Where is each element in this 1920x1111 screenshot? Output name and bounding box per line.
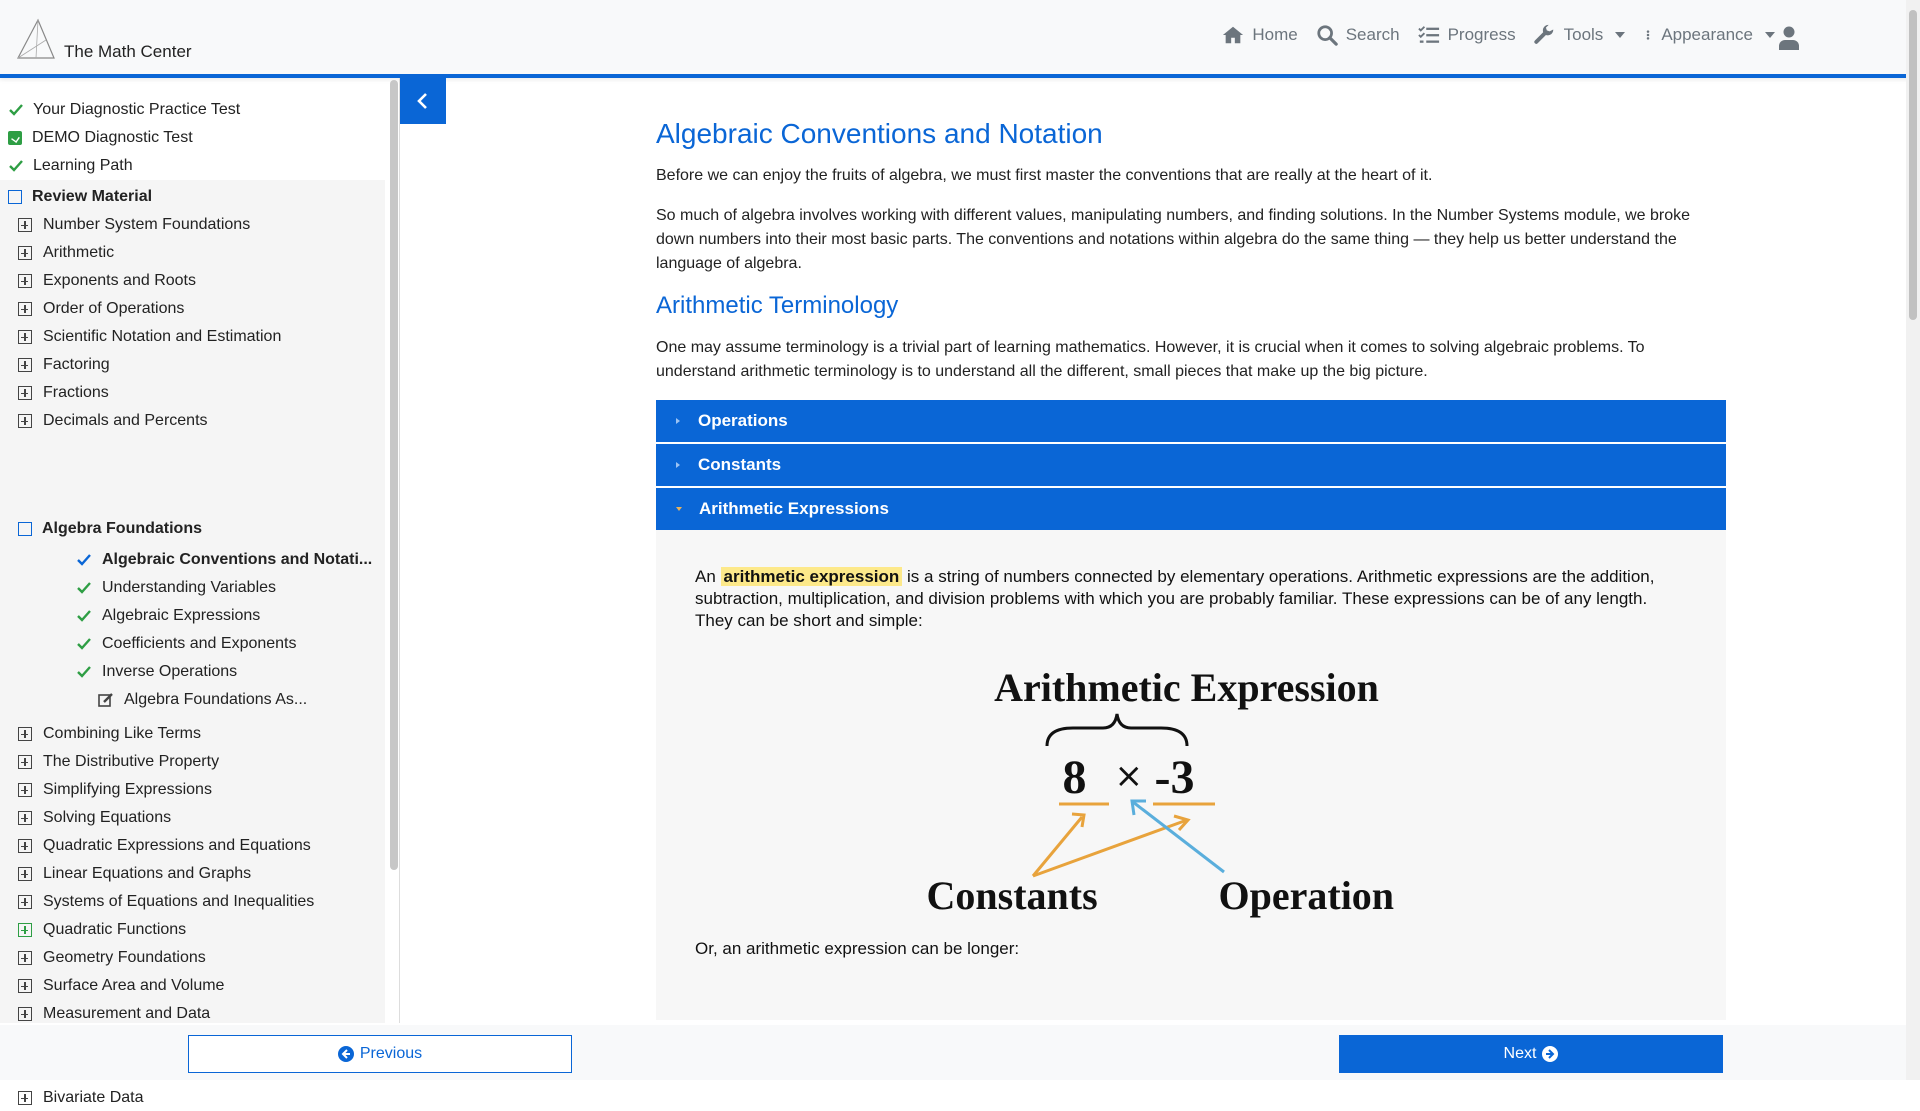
page-scrollbar-thumb[interactable] xyxy=(1909,10,1917,320)
collapse-sidebar-button[interactable] xyxy=(400,78,446,124)
sidebar-lesson-item[interactable] xyxy=(0,687,385,713)
chevron-left-icon xyxy=(415,92,431,110)
sidebar-item-label: Combining Like Terms xyxy=(43,725,201,742)
accordion-constants[interactable] xyxy=(656,444,1726,486)
expand-plus-icon xyxy=(18,979,32,993)
sidebar-lesson-item[interactable] xyxy=(0,659,385,685)
intro-paragraph: Before we can enjoy the fruits of algebra, we must first master the conventions that are really at the heart of it. xyxy=(656,167,1433,184)
empty-checkbox-icon xyxy=(8,190,22,204)
sidebar-module-item[interactable] xyxy=(0,777,385,803)
check-icon xyxy=(76,552,92,568)
expand-plus-icon xyxy=(18,1091,32,1105)
sidebar-item-label: Algebraic Conventions and Notati... xyxy=(102,551,373,568)
sidebar-item-label: Arithmetic xyxy=(43,244,115,261)
app-name: The Math Center xyxy=(64,42,192,61)
expand-plus-icon xyxy=(18,783,32,797)
expand-plus-icon xyxy=(18,218,32,232)
constant-neg3: -3 xyxy=(1154,751,1195,804)
sidebar-module-item[interactable] xyxy=(0,296,385,322)
nav-tools[interactable] xyxy=(1534,24,1626,46)
top-navbar xyxy=(0,0,1920,78)
check-icon xyxy=(76,636,92,652)
sidebar-item-label: Decimals and Percents xyxy=(43,412,208,429)
nav-appearance-label: Appearance xyxy=(1661,25,1753,44)
sidebar-item-diagnostic-practice[interactable] xyxy=(0,97,385,123)
highlighted-term: arithmetic expression xyxy=(721,567,903,586)
sidebar-item-label: Surface Area and Volume xyxy=(43,977,225,994)
sidebar-item-label: Scientific Notation and Estimation xyxy=(43,328,282,345)
sidebar-module-item[interactable] xyxy=(0,212,385,238)
sidebar-item-label: Fractions xyxy=(43,384,109,401)
sidebar-lesson-item[interactable] xyxy=(0,631,385,657)
sidebar-item-label: Understanding Variables xyxy=(102,579,277,596)
vertical-dots-icon xyxy=(1643,24,1653,46)
nav-progress-label: Progress xyxy=(1447,25,1516,44)
body-paragraph: So much of algebra involves working with different values, manipulating numbers, and finding solutions. In the Number Systems module, we broke down numbers into their most basic parts. The conventions and notations within algebra do the same thing — they help us better understand the language of algebra. xyxy=(656,207,1691,272)
user-menu[interactable] xyxy=(1778,26,1800,55)
nav-search-label: Search xyxy=(1345,25,1400,44)
sidebar-item-label: Coefficients and Exponents xyxy=(102,635,297,652)
sidebar-item-label: DEMO Diagnostic Test xyxy=(32,129,193,146)
text-span: is a string of numbers connected by elementary operations. Arithmetic expressions are the addition, subtraction, multiplication, and division problems with which you are probably familiar. These expressions can be of any length. They can be short and simple: xyxy=(695,567,1655,630)
caret-right-icon xyxy=(676,418,680,424)
checked-box-icon xyxy=(8,131,22,145)
multiply-symbol: × xyxy=(1114,756,1143,796)
sidebar-item-label: Number System Foundations xyxy=(43,216,251,233)
arithmetic-expression-diagram xyxy=(927,664,1447,924)
sidebar-item-label: Simplifying Expressions xyxy=(43,781,212,798)
sidebar-item-label: Learning Path xyxy=(33,157,133,174)
nav-home[interactable] xyxy=(1222,24,1297,46)
brace xyxy=(1047,714,1187,746)
expand-plus-icon xyxy=(18,923,32,937)
expand-plus-icon xyxy=(18,274,32,288)
sidebar-item-label: Geometry Foundations xyxy=(43,949,206,966)
sidebar-item-label: Factoring xyxy=(43,356,110,373)
expand-plus-icon xyxy=(18,727,32,741)
sidebar-module-item[interactable] xyxy=(0,1085,385,1111)
sidebar-module-item[interactable] xyxy=(0,833,385,859)
sidebar-item-label: Quadratic Functions xyxy=(43,921,187,938)
list-icon xyxy=(1418,24,1440,46)
expand-plus-icon xyxy=(18,951,32,965)
next-button[interactable] xyxy=(1339,1035,1723,1073)
expand-plus-icon xyxy=(18,358,32,372)
label-operation: Operation xyxy=(1218,873,1395,918)
accordion-panel xyxy=(656,530,1726,1020)
chevron-down-icon xyxy=(1615,32,1625,38)
expand-plus-icon xyxy=(18,330,32,344)
text-span: An xyxy=(695,567,716,586)
logo-icon xyxy=(14,18,58,62)
sidebar-item-label: Review Material xyxy=(32,188,153,205)
sidebar-module-item[interactable] xyxy=(0,917,385,943)
empty-checkbox-icon xyxy=(18,522,32,536)
sidebar-module-item[interactable] xyxy=(0,324,385,350)
sidebar-module-item[interactable] xyxy=(0,380,385,406)
caret-right-icon xyxy=(676,462,680,468)
sidebar-module-item[interactable] xyxy=(0,240,385,266)
sidebar-item-label: Algebraic Expressions xyxy=(102,607,261,624)
edit-icon xyxy=(98,692,114,708)
sidebar-item-label: Algebra Foundations As... xyxy=(124,691,308,708)
arrow-operation xyxy=(1133,802,1224,872)
home-icon xyxy=(1222,24,1244,46)
check-icon xyxy=(76,608,92,624)
previous-label: Previous xyxy=(359,1045,423,1062)
expand-plus-icon xyxy=(18,755,32,769)
sidebar-module-item[interactable] xyxy=(0,945,385,971)
wrench-icon xyxy=(1534,24,1556,46)
sidebar-lesson-item[interactable] xyxy=(0,603,385,629)
expand-plus-icon xyxy=(18,246,32,260)
sidebar-item-label: The Distributive Property xyxy=(43,753,220,770)
nav-progress[interactable] xyxy=(1418,24,1516,46)
sidebar-module-item[interactable] xyxy=(0,749,385,775)
sidebar-item-learning-path[interactable] xyxy=(0,153,385,179)
sidebar-item-label: Algebra Foundations xyxy=(42,520,202,537)
nav-tools-label: Tools xyxy=(1563,25,1604,44)
sidebar-lesson-item[interactable] xyxy=(0,575,385,601)
accordion-label: Arithmetic Expressions xyxy=(699,499,889,518)
page-title: Algebraic Conventions and Notation xyxy=(656,118,1103,149)
label-constants: Constants xyxy=(926,873,1098,918)
body-paragraph: One may assume terminology is a trivial part of learning mathematics. However, it is crucial when it comes to solving algebraic problems. To understand arithmetic terminology is to understand all the different, small pieces that make up the big picture. xyxy=(656,339,1645,380)
nav-search[interactable] xyxy=(1316,24,1400,46)
accordion-operations[interactable] xyxy=(656,400,1726,442)
sidebar-item-label: Order of Operations xyxy=(43,300,185,317)
nav-home-label: Home xyxy=(1252,25,1298,44)
sidebar-item-label: Bivariate Data xyxy=(43,1089,144,1106)
sidebar-item-label: Measurement and Data xyxy=(43,1005,211,1022)
sidebar-module-item[interactable] xyxy=(0,1001,385,1027)
page-scrollbar[interactable] xyxy=(1906,0,1920,1080)
sidebar-item-demo-diagnostic[interactable] xyxy=(0,125,385,151)
main-nav xyxy=(1222,24,1775,46)
sidebar-item-label: Your Diagnostic Practice Test xyxy=(33,101,241,118)
sidebar-module-item[interactable] xyxy=(0,805,385,831)
accordion-label: Operations xyxy=(698,411,788,430)
expand-plus-icon xyxy=(18,302,32,316)
accordion-label: Constants xyxy=(698,455,782,474)
next-label: Next xyxy=(1503,1045,1537,1062)
sidebar-item-label: Inverse Operations xyxy=(102,663,238,680)
sidebar-item-label: Systems of Equations and Inequalities xyxy=(43,893,315,910)
body-paragraph: Or, an arithmetic expression can be longer: xyxy=(695,939,1020,958)
expand-plus-icon xyxy=(18,895,32,909)
section-heading: Arithmetic Terminology xyxy=(656,292,899,319)
expand-plus-icon xyxy=(18,386,32,400)
check-icon xyxy=(8,158,24,174)
check-icon xyxy=(8,102,24,118)
sidebar-lesson-item[interactable] xyxy=(0,547,385,573)
expand-plus-icon xyxy=(18,1007,32,1021)
expand-plus-icon xyxy=(18,811,32,825)
sidebar-item-algebra-foundations[interactable] xyxy=(0,516,385,542)
sidebar-item-label: Exponents and Roots xyxy=(43,272,196,289)
arrow-circle-right-icon xyxy=(1542,1046,1558,1062)
sidebar-module-item[interactable] xyxy=(0,721,385,747)
sidebar-item-label: Linear Equations and Graphs xyxy=(43,865,252,882)
check-icon xyxy=(76,664,92,680)
expand-plus-icon xyxy=(18,867,32,881)
accordion-arithmetic-expressions[interactable] xyxy=(656,488,1726,530)
check-icon xyxy=(76,580,92,596)
expand-plus-icon xyxy=(18,414,32,428)
constant-8: 8 xyxy=(1062,751,1087,804)
arrow-circle-left-icon xyxy=(338,1046,354,1062)
nav-appearance[interactable] xyxy=(1643,24,1775,46)
sidebar-module-item[interactable] xyxy=(0,973,385,999)
previous-button[interactable] xyxy=(188,1035,572,1073)
sidebar-module-item[interactable] xyxy=(0,861,385,887)
chevron-down-icon xyxy=(1765,32,1775,38)
user-icon xyxy=(1778,26,1800,50)
main-content xyxy=(656,118,1726,1020)
sidebar-module-item[interactable] xyxy=(0,352,385,378)
expand-plus-icon xyxy=(18,839,32,853)
search-icon xyxy=(1316,24,1338,46)
sidebar-item-review-material[interactable] xyxy=(0,184,385,210)
sidebar-item-label: Solving Equations xyxy=(43,809,172,826)
sidebar-module-item[interactable] xyxy=(0,889,385,915)
sidebar-scrollbar[interactable] xyxy=(390,80,398,870)
diagram-title: Arithmetic Expression xyxy=(994,665,1379,710)
brand[interactable] xyxy=(14,18,192,62)
sidebar-item-label: Quadratic Expressions and Equations xyxy=(43,837,311,854)
caret-down-icon xyxy=(676,507,682,511)
definition-paragraph xyxy=(695,566,1688,632)
sidebar-module-item[interactable] xyxy=(0,408,385,434)
sidebar-module-item[interactable] xyxy=(0,268,385,294)
